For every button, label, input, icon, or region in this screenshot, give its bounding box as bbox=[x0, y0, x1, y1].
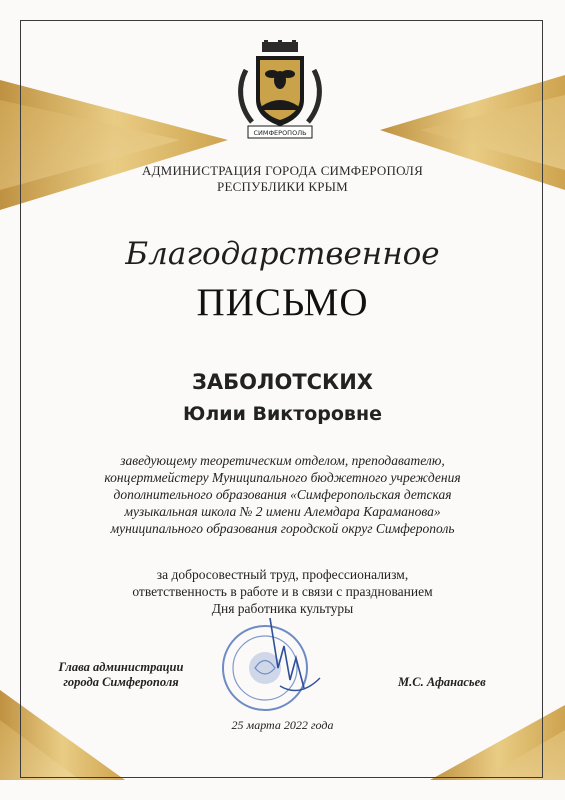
reason-line: за добросовестный труд, профессионализм, bbox=[156, 567, 409, 582]
description-line: музыкальная школа № 2 имени Алемдара Караманова» bbox=[124, 504, 441, 519]
admin-title-line1: АДМИНИСТРАЦИЯ ГОРОДА СИМФЕРОПОЛЯ bbox=[142, 163, 423, 178]
signer-position-line: города Симферополя bbox=[63, 675, 179, 689]
description-line: заведующему теоретическим отделом, преподавателю, bbox=[120, 453, 445, 468]
emblem-ribbon-text: СИМФЕРОПОЛЬ bbox=[253, 129, 307, 137]
description-line: муниципального образования городской округ Симферополь bbox=[110, 521, 455, 536]
signer-position-line: Глава администрации bbox=[58, 660, 184, 674]
title-thanks: Благодарственное bbox=[125, 236, 440, 272]
signer-position bbox=[46, 660, 196, 690]
description-line: концертмейстеру Муниципального бюджетного учреждения bbox=[104, 470, 461, 485]
reason-line: ответственность в работе и в связи с празднованием bbox=[132, 584, 433, 599]
coat-of-arms-emblem bbox=[232, 40, 328, 140]
description-line: дополнительного образования «Симферопольская детская bbox=[113, 487, 452, 502]
signer-name: М.С. Афанасьев bbox=[398, 675, 486, 689]
recipient-description bbox=[60, 452, 505, 537]
recipient-name: Юлии Викторовне bbox=[183, 403, 382, 425]
title-letter: ПИСЬМО bbox=[196, 281, 369, 324]
official-stamp bbox=[200, 608, 330, 713]
admin-title-line2: РЕСПУБЛИКИ КРЫМ bbox=[217, 179, 348, 194]
issue-date: 25 марта 2022 года bbox=[231, 718, 334, 732]
recipient-surname: ЗАБОЛОТСКИХ bbox=[192, 370, 373, 394]
reason-line: Дня работника культуры bbox=[211, 601, 354, 616]
